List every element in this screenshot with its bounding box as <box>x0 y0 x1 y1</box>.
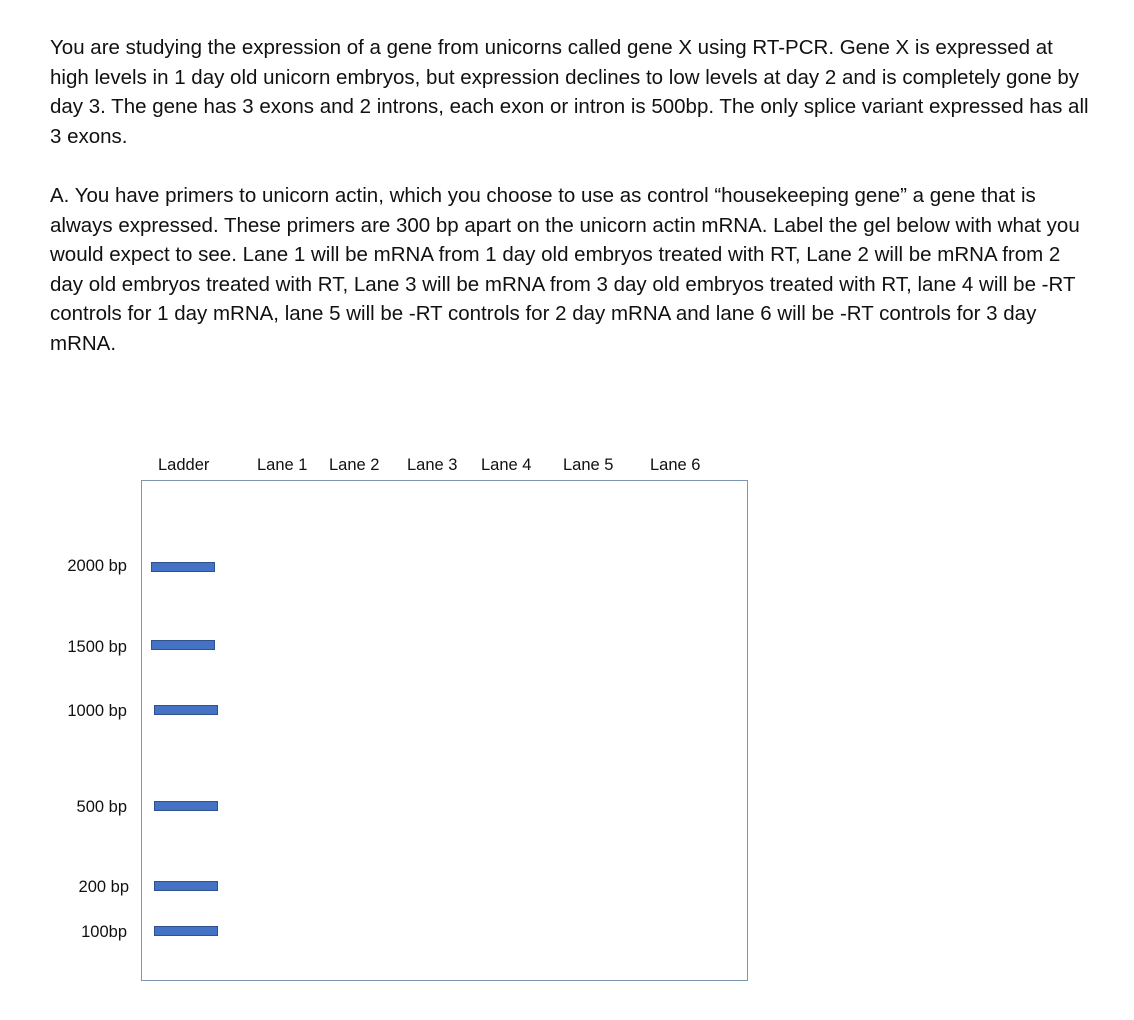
ladder-band-2000 <box>151 562 215 572</box>
lane-header-2: Lane 2 <box>329 456 380 474</box>
ladder-label-2000: 2000 bp <box>67 557 127 575</box>
ladder-band-1000 <box>154 705 218 715</box>
question-part-a: A. You have primers to unicorn actin, which you choose to use as control “housekeeping gene” a gene that is always expressed. These primers are 300 bp apart on the unicorn actin mRNA. Label the gel below with what you would expect to see. Lane 1 will be mRNA from 1 day old embryos treated with RT, Lane 2 will be mRNA from 2 day old embryos treated with RT, Lane 3 will be mRNA from 3 day old embryos treated with RT, lane 4 will be -RT controls for 1 day mRNA, lane 5 will be -RT controls for 2 day mRNA and lane 6 will be -RT controls for 3 day mRNA. <box>50 184 1080 355</box>
question-intro: You are studying the expression of a gene from unicorns called gene X using RT-PCR. Gene X is expressed at high levels in 1 day old unicorn embryos, but expression declines to low levels at day 2 and is completely gone by day 3. The gene has 3 exons and 2 introns, each exon or intron is 500bp. The only splice variant expressed has all 3 exons. <box>50 36 1089 148</box>
ladder-band-500 <box>154 801 218 811</box>
ladder-label-100: 100bp <box>81 923 127 941</box>
ladder-label-1500: 1500 bp <box>67 638 127 656</box>
ladder-band-100 <box>154 926 218 936</box>
ladder-label-1000: 1000 bp <box>67 702 127 720</box>
gel-box <box>141 480 748 981</box>
lane-header-3: Lane 3 <box>407 456 458 474</box>
ladder-band-1500 <box>151 640 215 650</box>
ladder-band-200 <box>154 881 218 891</box>
lane-header-4: Lane 4 <box>481 456 532 474</box>
lane-header-5: Lane 5 <box>563 456 614 474</box>
ladder-label-200: 200 bp <box>78 878 129 896</box>
ladder-label-500: 500 bp <box>76 798 127 816</box>
lane-header-6: Lane 6 <box>650 456 701 474</box>
lane-header-ladder: Ladder <box>158 456 210 474</box>
lane-header-1: Lane 1 <box>257 456 308 474</box>
